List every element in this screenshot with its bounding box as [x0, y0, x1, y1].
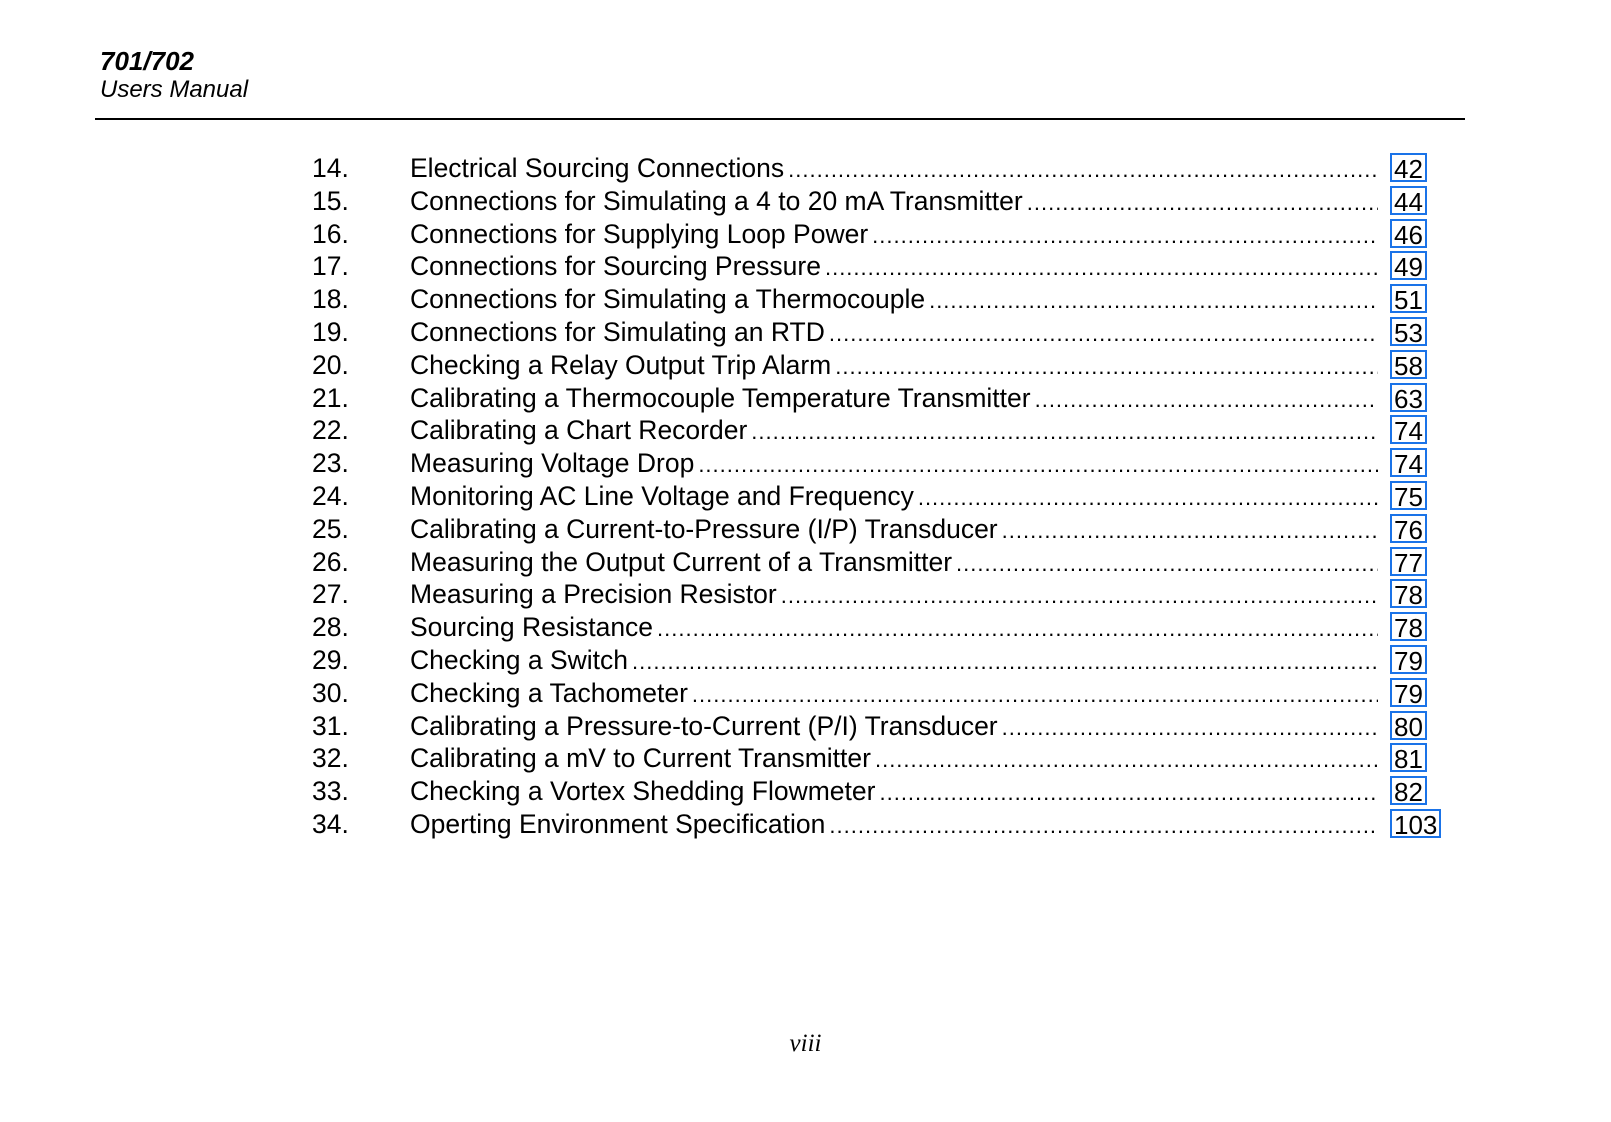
toc-entry-number: 14.: [312, 153, 349, 183]
toc-entry: [410, 480, 1378, 515]
toc-entry: [410, 644, 1378, 679]
page-number-link[interactable]: 77: [1390, 547, 1427, 576]
page-number-link[interactable]: 74: [1390, 448, 1427, 477]
toc-entry-number: 30.: [312, 677, 349, 708]
page-number-link[interactable]: 79: [1390, 678, 1427, 707]
toc-entry-number: 15.: [312, 185, 349, 216]
toc-entry: [410, 808, 1378, 843]
toc-entry-number: 28.: [312, 612, 349, 643]
page-number-link[interactable]: 58: [1390, 350, 1427, 379]
toc-row: [0, 382, 1611, 415]
toc-entry-title: Operting Environment Specification: [410, 808, 826, 839]
toc-entry-number: 22.: [312, 415, 349, 446]
toc-entry-number: 25.: [312, 513, 349, 544]
toc-entry-number: 23.: [312, 448, 349, 479]
dot-leader: [835, 351, 1378, 384]
toc-entry-title: Calibrating a Chart Recorder: [410, 415, 748, 446]
toc-row: [0, 447, 1611, 480]
dot-leader: [1027, 187, 1378, 220]
page-number-link[interactable]: 49: [1390, 251, 1427, 280]
toc-entry-number: 24.: [312, 480, 349, 511]
toc-entry-title: Connections for Sourcing Pressure: [410, 251, 821, 282]
toc-entry-number: 27.: [312, 579, 349, 610]
toc-entry-number: 34.: [312, 808, 349, 839]
toc-entry: [410, 283, 1378, 318]
toc-entry-title: Connections for Simulating a 4 to 20 mA Transmitter: [410, 185, 1023, 216]
dot-leader: [875, 744, 1378, 777]
page-number-link[interactable]: 78: [1390, 579, 1427, 608]
toc-entry-number: 29.: [312, 644, 349, 675]
toc-entry-number: 32.: [312, 743, 349, 774]
dot-leader: [781, 580, 1378, 613]
toc-entry-title: Calibrating a Pressure-to-Current (P/I) Transducer: [410, 710, 998, 741]
toc-row: [0, 710, 1611, 743]
toc-entry-title: Measuring a Precision Resistor: [410, 579, 777, 610]
toc-row: [0, 644, 1611, 677]
toc-entry: [410, 316, 1378, 351]
toc-row: [0, 152, 1611, 185]
page-number-link[interactable]: 78: [1390, 612, 1427, 641]
page-number-link[interactable]: 46: [1390, 219, 1427, 248]
toc-entry-title: Electrical Sourcing Connections: [410, 153, 785, 183]
dot-leader: [788, 154, 1378, 187]
toc-row: [0, 414, 1611, 447]
toc-entry-number: 20.: [312, 349, 349, 380]
toc-row: [0, 218, 1611, 251]
toc-row: [0, 808, 1611, 841]
header-rule: [95, 118, 1465, 120]
dot-leader: [1002, 515, 1378, 548]
dot-leader: [1035, 384, 1378, 417]
dot-leader: [751, 416, 1378, 449]
toc-entry-title: Measuring the Output Current of a Transmitter: [410, 546, 953, 577]
page-number-link[interactable]: 80: [1390, 711, 1427, 740]
page-number-link[interactable]: 79: [1390, 645, 1427, 674]
dot-leader: [657, 613, 1378, 646]
page-number: viii: [789, 1030, 822, 1057]
page-number-link[interactable]: 81: [1390, 743, 1427, 772]
list-of-figures: [0, 152, 1611, 841]
toc-entry-number: 18.: [312, 284, 349, 315]
toc-entry: [410, 185, 1378, 220]
manual-title: Users Manual: [100, 76, 249, 103]
toc-row: [0, 185, 1611, 218]
toc-row: [0, 283, 1611, 316]
toc-entry: [410, 710, 1378, 745]
toc-row: [0, 775, 1611, 808]
page-number-link[interactable]: 103: [1390, 809, 1441, 838]
dot-leader: [872, 220, 1378, 253]
dot-leader: [918, 482, 1378, 515]
toc-row: [0, 677, 1611, 710]
toc-entry-title: Connections for Simulating a Thermocouple: [410, 284, 926, 315]
toc-entry: [410, 775, 1378, 810]
dot-leader: [692, 679, 1378, 712]
toc-entry: [410, 513, 1378, 548]
toc-entry-title: Checking a Switch: [410, 644, 628, 675]
toc-entry-title: Connections for Supplying Loop Power: [410, 218, 869, 249]
page-number-link[interactable]: 74: [1390, 415, 1427, 444]
toc-row: [0, 480, 1611, 513]
toc-entry-title: Calibrating a mV to Current Transmitter: [410, 743, 871, 774]
dot-leader: [825, 252, 1378, 285]
toc-entry: [410, 578, 1378, 613]
toc-entry: [410, 742, 1378, 777]
toc-row: [0, 578, 1611, 611]
toc-entry-number: 31.: [312, 710, 349, 741]
toc-row: [0, 316, 1611, 349]
toc-entry-number: 17.: [312, 251, 349, 282]
toc-entry-title: Checking a Tachometer: [410, 677, 688, 708]
toc-row: [0, 611, 1611, 644]
toc-entry-title: Measuring Voltage Drop: [410, 448, 695, 479]
model-number: 701/702: [100, 46, 194, 76]
toc-entry-title: Checking a Vortex Shedding Flowmeter: [410, 776, 876, 807]
dot-leader: [956, 548, 1378, 581]
toc-entry: [410, 611, 1378, 646]
toc-row: [0, 546, 1611, 579]
toc-entry: [410, 218, 1378, 253]
toc-entry-number: 19.: [312, 316, 349, 347]
page-number-link[interactable]: 76: [1390, 514, 1427, 543]
toc-entry: [410, 382, 1378, 417]
toc-row: [0, 250, 1611, 283]
dot-leader: [929, 285, 1378, 318]
toc-entry-title: Checking a Relay Output Trip Alarm: [410, 349, 832, 380]
page-number-link[interactable]: 51: [1390, 284, 1427, 313]
toc-entry-title: Sourcing Resistance: [410, 612, 654, 643]
toc-entry-title: Monitoring AC Line Voltage and Frequency: [410, 480, 914, 511]
toc-entry: [410, 349, 1378, 384]
page-number-link[interactable]: 53: [1390, 317, 1427, 346]
toc-entry-title: Connections for Simulating an RTD: [410, 316, 825, 347]
page-number-link[interactable]: 82: [1390, 776, 1427, 805]
page-number-link[interactable]: 42: [1390, 153, 1427, 182]
page-number-link[interactable]: 75: [1390, 481, 1427, 510]
dot-leader: [1002, 712, 1378, 745]
dot-leader: [632, 646, 1378, 679]
toc-entry: [410, 152, 1378, 187]
page-header: [100, 46, 248, 104]
toc-entry-number: 26.: [312, 546, 349, 577]
toc-entry-number: 21.: [312, 382, 349, 413]
dot-leader: [829, 318, 1378, 351]
toc-entry-title: Calibrating a Thermocouple Temperature Transmitter: [410, 382, 1031, 413]
dot-leader: [879, 777, 1378, 810]
dot-leader: [698, 449, 1378, 482]
toc-row: [0, 742, 1611, 775]
toc-entry: [410, 447, 1378, 482]
toc-row: [0, 349, 1611, 382]
page-number-link[interactable]: 63: [1390, 383, 1427, 412]
toc-row: [0, 513, 1611, 546]
toc-entry: [410, 546, 1378, 581]
toc-entry: [410, 677, 1378, 712]
toc-entry: [410, 414, 1378, 449]
toc-entry-number: 16.: [312, 218, 349, 249]
page-number-link[interactable]: 44: [1390, 186, 1427, 215]
toc-entry-number: 33.: [312, 776, 349, 807]
dot-leader: [829, 810, 1378, 843]
toc-entry: [410, 250, 1378, 285]
toc-entry-title: Calibrating a Current-to-Pressure (I/P) Transducer: [410, 513, 998, 544]
